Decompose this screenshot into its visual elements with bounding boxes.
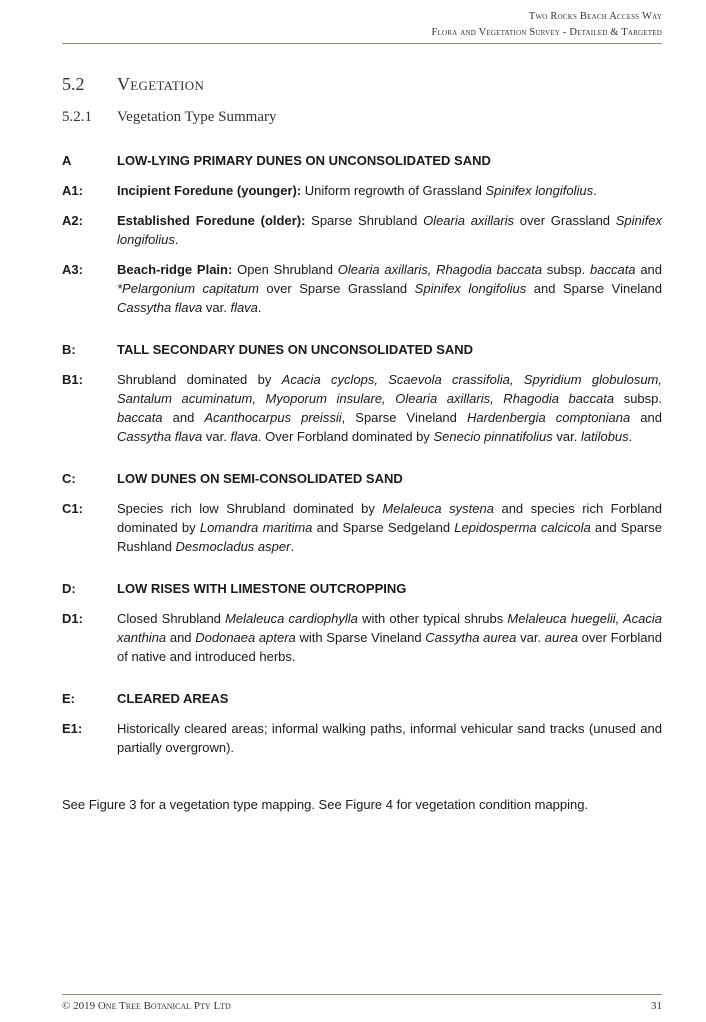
item-description: [117, 499, 662, 556]
species-name: Spinifex longifolius: [117, 213, 663, 247]
description-text: and: [166, 630, 196, 645]
description-text: and: [635, 262, 663, 277]
species-name: Lomandra maritima: [199, 520, 313, 535]
species-name: Hardenbergia comptoniana: [466, 410, 631, 425]
vegetation-type-item: [62, 609, 662, 666]
item-description: [117, 719, 662, 757]
species-name: Cassytha flava: [117, 300, 203, 315]
group-code: C:: [62, 471, 76, 486]
description-text: and: [162, 410, 205, 425]
description-text: with other typical shrubs: [357, 611, 508, 626]
description-text: var.: [516, 630, 545, 645]
item-description: [117, 370, 662, 446]
description-text: .: [174, 232, 179, 247]
description-text: and Sparse Rushland: [117, 520, 662, 554]
species-name: Desmocladus asper: [175, 539, 291, 554]
description-text: Open Shrubland: [232, 262, 338, 277]
description-text: and: [630, 410, 663, 425]
item-code: D1:: [62, 611, 83, 626]
vegetation-type-item: [62, 719, 662, 757]
vegetation-type-item: [62, 211, 662, 249]
item-code: A2:: [62, 213, 83, 228]
species-name: Olearia axillaris: [423, 213, 515, 228]
item-label: Beach-ridge Plain:: [117, 262, 233, 277]
item-description: [117, 211, 662, 249]
header-divider: [62, 43, 662, 44]
section-title: Vegetation: [117, 74, 205, 94]
item-label: Incipient Foredune (younger):: [117, 183, 302, 198]
description-text: with Sparse Vineland: [295, 630, 426, 645]
description-text: . Over Forbland dominated by: [257, 429, 434, 444]
vegetation-group-heading: [62, 579, 662, 598]
description-text: over Forbland of native and introduced herbs.: [117, 630, 662, 664]
description-text: .: [257, 300, 262, 315]
vegetation-group-heading: [62, 340, 662, 359]
species-name: Spinifex longifolius: [485, 183, 594, 198]
vegetation-type-list: [62, 151, 662, 814]
species-name: aurea: [544, 630, 578, 645]
description-text: Closed Shrubland: [117, 611, 226, 626]
species-name: latilobus: [580, 429, 629, 444]
item-label: Established Foredune (older):: [117, 213, 306, 228]
document-footer: [62, 1000, 662, 1012]
description-text: over Grassland: [514, 213, 616, 228]
description-text: Shrubland dominated by: [117, 372, 282, 387]
group-code: A: [62, 153, 72, 168]
description-text: Species rich low Shrubland dominated by: [117, 501, 383, 516]
footer-divider: [62, 994, 662, 995]
species-name: baccata: [590, 262, 636, 277]
page-number: 31: [651, 1000, 662, 1012]
vegetation-group-heading: [62, 689, 662, 708]
description-text: Uniform regrowth of Grassland: [301, 183, 486, 198]
description-text: var.: [202, 429, 231, 444]
subsection-heading: [62, 109, 276, 126]
species-name: Melaleuca huegelii, Acacia xanthina: [117, 611, 662, 645]
species-name: Melaleuca cardiophylla: [225, 611, 358, 626]
vegetation-type-item: [62, 260, 662, 317]
species-name: Lepidosperma calcicola: [454, 520, 591, 535]
item-description: [117, 609, 662, 666]
species-name: *Pelargonium capitatum: [117, 281, 259, 296]
item-code: B1:: [62, 372, 83, 387]
document-header: [432, 9, 662, 41]
group-code: E:: [62, 691, 75, 706]
figure-reference-note: See Figure 3 for a vegetation type mapping. See Figure 4 for vegetation condition mapping.: [62, 797, 589, 812]
vegetation-group-heading: [62, 151, 662, 170]
description-text: .: [290, 539, 295, 554]
group-title: CLEARED AREAS: [117, 691, 229, 706]
species-name: Cassytha flava: [117, 429, 203, 444]
item-code: C1:: [62, 501, 83, 516]
section-number: 5.2: [62, 74, 85, 94]
vegetation-type-item: [62, 499, 662, 556]
header-subtitle: Flora and Vegetation Survey - Detailed & Targeted: [431, 27, 662, 38]
footer-copyright: © 2019 One Tree Botanical Pty Ltd: [62, 1000, 231, 1012]
species-name: Senecio pinnatifolius: [433, 429, 553, 444]
species-name: Melaleuca systena: [382, 501, 494, 516]
header-title: Two Rocks Beach Access Way: [528, 11, 662, 22]
item-description: [117, 260, 662, 317]
description-text: , Sparse Vineland: [341, 410, 467, 425]
description-text: subsp.: [542, 262, 590, 277]
description-text: Historically cleared areas; informal walking paths, informal vehicular sand tracks (unused and partially overgrown).: [117, 721, 662, 755]
subsection-title: Vegetation Type Summary: [117, 109, 277, 125]
vegetation-group-heading: [62, 469, 662, 488]
description-text: var.: [552, 429, 581, 444]
species-name: flava: [230, 300, 258, 315]
species-name: Acanthocarpus preissii: [204, 410, 342, 425]
group-code: D:: [62, 581, 76, 596]
species-name: flava: [230, 429, 258, 444]
item-code: A1:: [62, 183, 83, 198]
group-title: LOW RISES WITH LIMESTONE OUTCROPPING: [117, 581, 407, 596]
species-name: Dodonaea aptera: [195, 630, 296, 645]
species-name: Cassytha aurea: [425, 630, 517, 645]
description-text: var.: [202, 300, 231, 315]
vegetation-type-item: [62, 370, 662, 446]
species-name: Spinifex longifolius: [414, 281, 527, 296]
item-description: [117, 181, 662, 200]
group-code: B:: [62, 342, 76, 357]
item-code: A3:: [62, 262, 83, 277]
description-text: subsp.: [614, 391, 662, 406]
species-name: Olearia axillaris, Rhagodia baccata: [337, 262, 543, 277]
group-title: LOW DUNES ON SEMI-CONSOLIDATED SAND: [117, 471, 403, 486]
description-text: over Sparse Grassland: [258, 281, 415, 296]
description-text: .: [593, 183, 597, 198]
description-text: Sparse Shrubland: [305, 213, 424, 228]
description-text: and species rich Forbland dominated by: [117, 501, 662, 535]
species-name: Acacia cyclops, Scaevola crassifolia, Spyridium globulosum, Santalum acuminatum, Myoporum insulare, Olearia axillaris, Rhagodia baccata: [117, 372, 662, 406]
description-text: and Sparse Sedgeland: [312, 520, 455, 535]
group-title: TALL SECONDARY DUNES ON UNCONSOLIDATED SAND: [117, 342, 474, 357]
description-text: .: [628, 429, 633, 444]
species-name: baccata: [117, 410, 163, 425]
item-code: E1:: [62, 721, 83, 736]
section-heading: [62, 74, 204, 95]
subsection-number: 5.2.1: [62, 109, 92, 125]
vegetation-type-item: [62, 181, 662, 200]
description-text: and Sparse Vineland: [526, 281, 662, 296]
group-title: LOW-LYING PRIMARY DUNES ON UNCONSOLIDATED SAND: [117, 153, 491, 168]
